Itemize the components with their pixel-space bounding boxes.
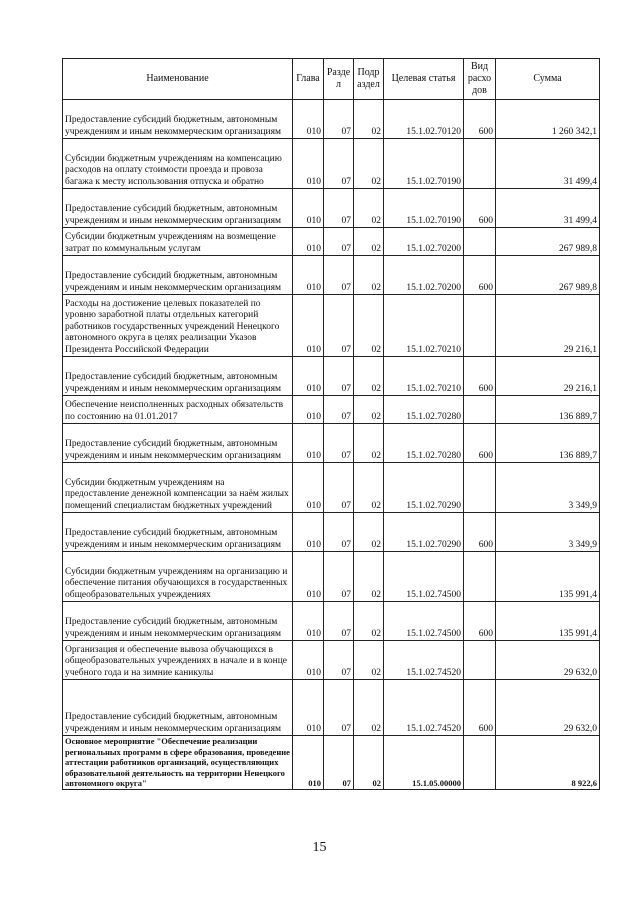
cell-sum: 31 499,4 [496,139,600,189]
cell-target: 15.1.02.74520 [384,680,464,736]
cell-vid: 600 [464,602,496,641]
table-row [63,680,600,736]
cell-sum: 29 216,1 [496,357,600,396]
cell-podrazdel: 02 [354,513,384,552]
budget-table [62,58,600,790]
cell-name: Предоставление субсидий бюджетным, автономным учреждениям и иным некоммерческим организациям [63,513,293,552]
cell-glava: 010 [293,680,324,736]
cell-target: 15.1.02.70190 [384,189,464,228]
cell-target: 15.1.02.70120 [384,100,464,139]
cell-glava: 010 [293,228,324,256]
cell-name: Предоставление субсидий бюджетным, автономным учреждениям и иным некоммерческим организациям [63,602,293,641]
cell-sum: 135 991,4 [496,552,600,602]
header-podrazdel: Подр аздел [354,59,384,100]
table-row [63,189,600,228]
cell-glava: 010 [293,189,324,228]
cell-podrazdel: 02 [354,396,384,424]
cell-sum: 8 922,6 [496,736,600,790]
cell-glava: 010 [293,396,324,424]
cell-name: Субсидии бюджетным учреждениям на возмещение затрат по коммунальным услугам [63,228,293,256]
table-row [63,396,600,424]
cell-razdel: 07 [324,424,354,463]
cell-target: 15.1.02.70190 [384,139,464,189]
cell-sum: 29 632,0 [496,641,600,680]
cell-vid: 600 [464,100,496,139]
cell-target: 15.1.02.74500 [384,552,464,602]
cell-glava: 010 [293,602,324,641]
cell-target: 15.1.02.70290 [384,513,464,552]
cell-razdel: 07 [324,256,354,295]
table-row [63,295,600,357]
cell-vid [464,396,496,424]
table-row [63,424,600,463]
cell-podrazdel: 02 [354,463,384,513]
cell-target: 15.1.02.74500 [384,602,464,641]
header-sum: Сумма [496,59,600,100]
cell-vid [464,228,496,256]
table-row [63,641,600,680]
cell-name: Субсидии бюджетным учреждениям на организацию и обеспечение питания обучающихся в государственных общеобразовательных учреждениях [63,552,293,602]
cell-razdel: 07 [324,602,354,641]
cell-podrazdel: 02 [354,552,384,602]
cell-vid [464,736,496,790]
cell-glava: 010 [293,424,324,463]
cell-glava: 010 [293,100,324,139]
cell-sum: 267 989,8 [496,256,600,295]
cell-target: 15.1.02.70210 [384,357,464,396]
cell-podrazdel: 02 [354,295,384,357]
table-row [63,552,600,602]
cell-razdel: 07 [324,736,354,790]
cell-razdel: 07 [324,295,354,357]
cell-sum: 3 349,9 [496,463,600,513]
cell-sum: 31 499,4 [496,189,600,228]
table-row [63,513,600,552]
cell-name: Предоставление субсидий бюджетным, автономным учреждениям и иным некоммерческим организациям [63,189,293,228]
cell-vid: 600 [464,357,496,396]
cell-sum: 1 260 342,1 [496,100,600,139]
cell-name: Предоставление субсидий бюджетным, автономным учреждениям и иным некоммерческим организациям [63,100,293,139]
table-row [63,100,600,139]
cell-glava: 010 [293,295,324,357]
header-name: Наименование [63,59,293,100]
cell-target: 15.1.02.70280 [384,396,464,424]
cell-vid: 600 [464,256,496,295]
cell-target: 15.1.02.74520 [384,641,464,680]
cell-podrazdel: 02 [354,602,384,641]
cell-vid [464,641,496,680]
cell-razdel: 07 [324,552,354,602]
cell-podrazdel: 02 [354,228,384,256]
cell-glava: 010 [293,357,324,396]
table-row [63,256,600,295]
cell-vid: 600 [464,680,496,736]
cell-name: Предоставление субсидий бюджетным, автономным учреждениям и иным некоммерческим организациям [63,357,293,396]
cell-podrazdel: 02 [354,100,384,139]
cell-podrazdel: 02 [354,424,384,463]
cell-razdel: 07 [324,189,354,228]
cell-podrazdel: 02 [354,680,384,736]
cell-name: Организация и обеспечение вывоза обучающихся в общеобразовательных учреждениях в начале и в конце учебного года и на зимние каникулы [63,641,293,680]
table-header-row [63,59,600,100]
table-row [63,602,600,641]
cell-vid [464,295,496,357]
cell-glava: 010 [293,641,324,680]
page-number: 15 [312,840,327,855]
cell-glava: 010 [293,256,324,295]
header-vid: Вид расхо дов [464,59,496,100]
cell-podrazdel: 02 [354,189,384,228]
cell-sum: 135 991,4 [496,602,600,641]
cell-podrazdel: 02 [354,357,384,396]
cell-podrazdel: 02 [354,256,384,295]
cell-razdel: 07 [324,396,354,424]
table-row [63,463,600,513]
cell-razdel: 07 [324,139,354,189]
cell-sum: 136 889,7 [496,424,600,463]
cell-razdel: 07 [324,641,354,680]
cell-name: Основное мероприятие "Обеспечение реализации региональных программ в сфере образования, проведение аттестации работников организаций, осуществляющих образовательной деятельность на территории Ненецкого автономного округа" [63,736,293,790]
cell-sum: 29 632,0 [496,680,600,736]
table-row [63,228,600,256]
header-razdel: Разде л [324,59,354,100]
cell-name: Предоставление субсидий бюджетным, автономным учреждениям и иным некоммерческим организациям [63,424,293,463]
cell-razdel: 07 [324,228,354,256]
table-row [63,139,600,189]
cell-glava: 010 [293,552,324,602]
cell-vid: 600 [464,424,496,463]
cell-target: 15.1.05.00000 [384,736,464,790]
table-row [63,357,600,396]
cell-glava: 010 [293,139,324,189]
cell-razdel: 07 [324,357,354,396]
cell-glava: 010 [293,513,324,552]
cell-sum: 3 349,9 [496,513,600,552]
cell-vid [464,552,496,602]
cell-razdel: 07 [324,680,354,736]
cell-target: 15.1.02.70290 [384,463,464,513]
table-row [63,736,600,790]
cell-name: Обеспечение неисполненных расходных обязательств по состоянию на 01.01.2017 [63,396,293,424]
cell-target: 15.1.02.70200 [384,256,464,295]
cell-name: Расходы на достижение целевых показателей по уровню заработной платы отдельных категорий работников государственных учреждений Ненецкого автономного округа в целях реализации Указов Президента Российской Федерации [63,295,293,357]
cell-vid [464,463,496,513]
cell-target: 15.1.02.70280 [384,424,464,463]
cell-vid: 600 [464,513,496,552]
header-glava: Глава [293,59,324,100]
cell-podrazdel: 02 [354,736,384,790]
cell-sum: 29 216,1 [496,295,600,357]
cell-glava: 010 [293,736,324,790]
cell-razdel: 07 [324,513,354,552]
header-target: Целевая статья [384,59,464,100]
cell-sum: 267 989,8 [496,228,600,256]
cell-vid [464,139,496,189]
cell-razdel: 07 [324,100,354,139]
cell-target: 15.1.02.70210 [384,295,464,357]
cell-name: Субсидии бюджетным учреждениям на предоставление денежной компенсации за наём жилых помещений специалистам бюджетных учреждений [63,463,293,513]
cell-glava: 010 [293,463,324,513]
cell-name: Предоставление субсидий бюджетным, автономным учреждениям и иным некоммерческим организациям [63,680,293,736]
cell-podrazdel: 02 [354,139,384,189]
cell-podrazdel: 02 [354,641,384,680]
cell-vid: 600 [464,189,496,228]
cell-sum: 136 889,7 [496,396,600,424]
cell-name: Предоставление субсидий бюджетным, автономным учреждениям и иным некоммерческим организациям [63,256,293,295]
cell-target: 15.1.02.70200 [384,228,464,256]
cell-name: Субсидии бюджетным учреждениям на компенсацию расходов на оплату стоимости проезда и провоза багажа к месту использования отпуска и обратно [63,139,293,189]
cell-razdel: 07 [324,463,354,513]
